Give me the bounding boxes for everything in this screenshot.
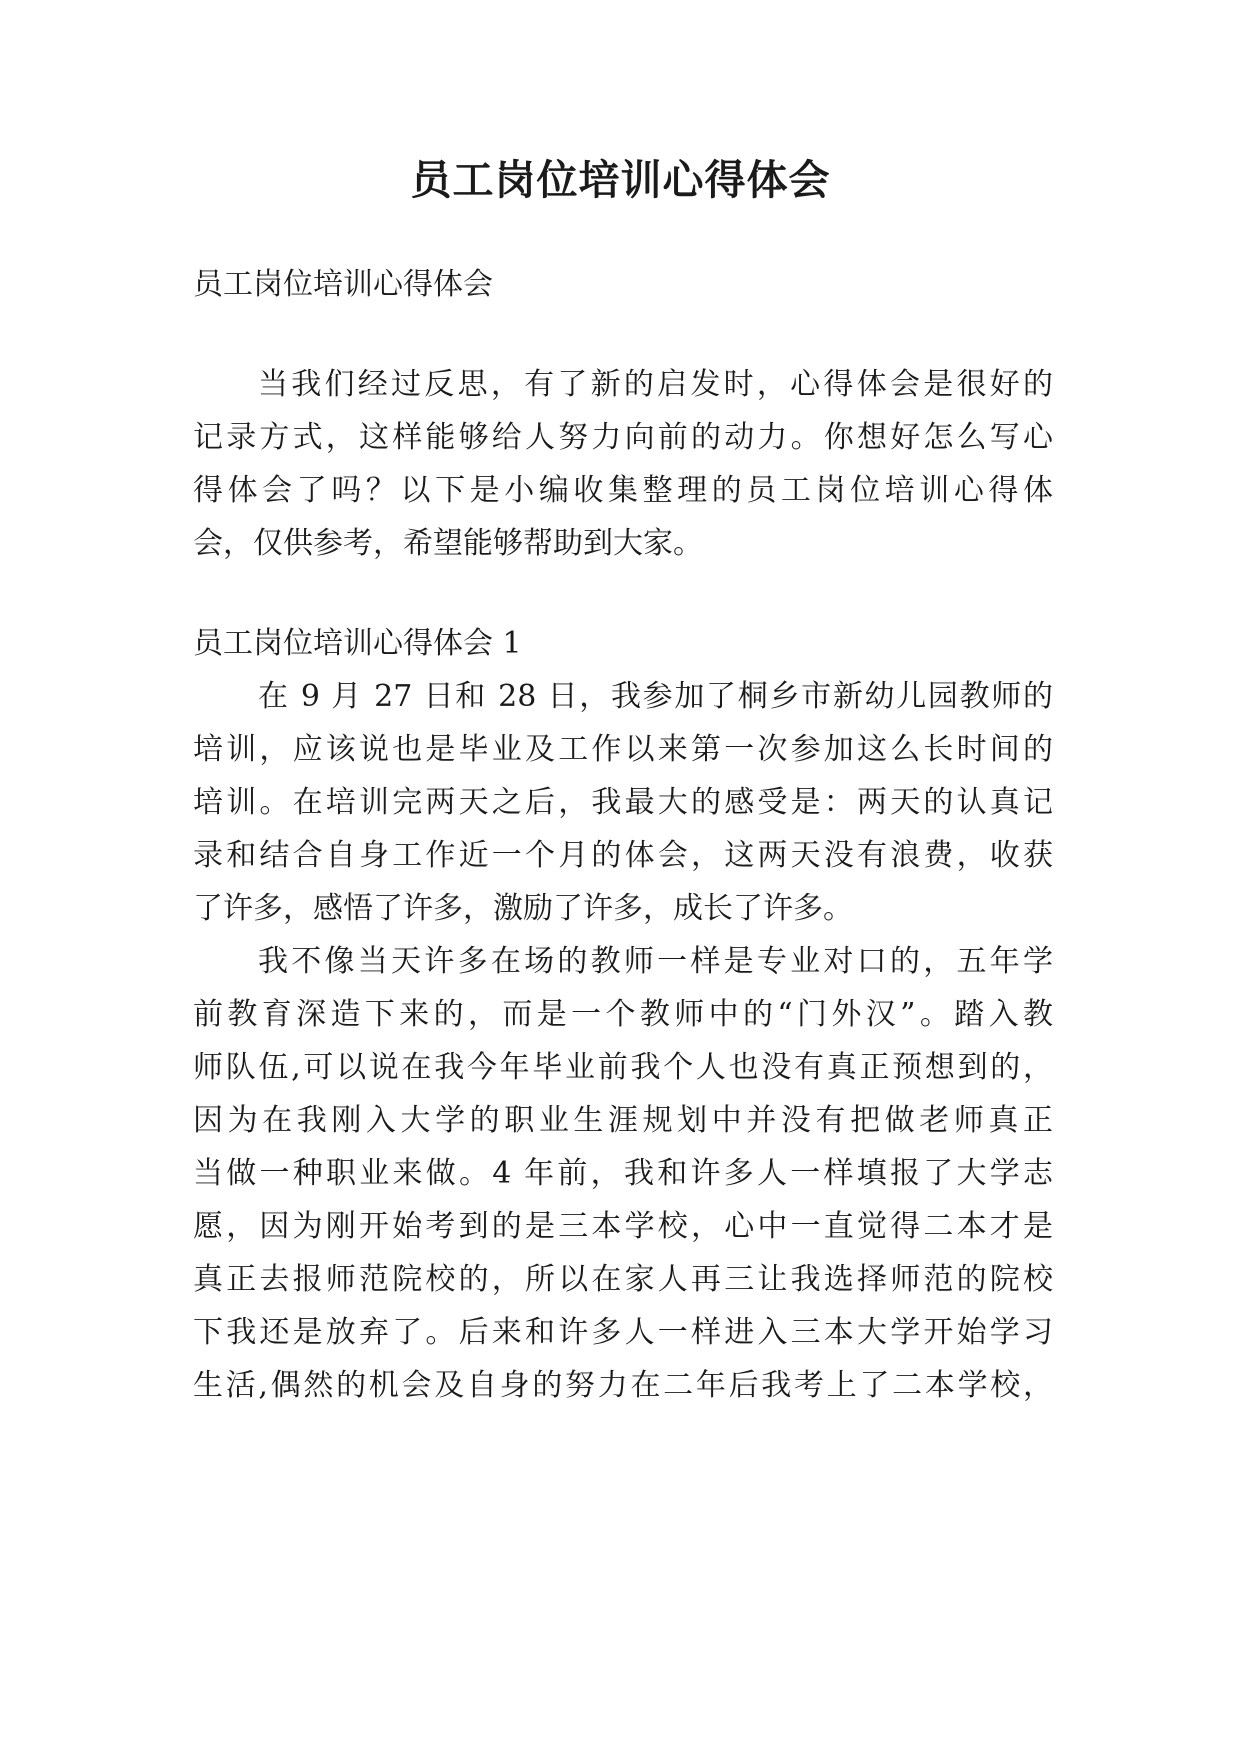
- paragraph-line: 师队伍,可以说在我今年毕业前我个人也没有真正预想到的，: [193, 1050, 1053, 1085]
- document-subtitle: 员工岗位培训心得体会: [193, 267, 493, 302]
- paragraph-line: 生活,偶然的机会及自身的努力在二年后我考上了二本学校，: [193, 1368, 1053, 1403]
- paragraph-line: 前教育深造下来的，而是一个教师中的“门外汉”。踏入教: [193, 997, 1053, 1032]
- intro-line: 记录方式，这样能够给人努力向前的动力。你想好怎么写心: [193, 420, 1053, 455]
- paragraph-line: 培训。在培训完两天之后，我最大的感受是：两天的认真记: [193, 785, 1053, 820]
- paragraph-line: 我不像当天许多在场的教师一样是专业对口的，五年学: [258, 944, 1053, 979]
- paragraph-line: 因为在我刚入大学的职业生涯规划中并没有把做老师真正: [193, 1103, 1053, 1138]
- intro-line: 得体会了吗？以下是小编收集整理的员工岗位培训心得体: [193, 473, 1053, 508]
- paragraph-line: 了许多，感悟了许多，激励了许多，成长了许多。: [193, 891, 853, 926]
- document-title: 员工岗位培训心得体会: [410, 156, 831, 204]
- paragraph-line: 当做一种职业来做。4 年前，我和许多人一样填报了大学志: [193, 1156, 1053, 1191]
- paragraph-line: 录和结合自身工作近一个月的体会，这两天没有浪费，收获: [193, 838, 1053, 873]
- paragraph-line: 下我还是放弃了。后来和许多人一样进入三本大学开始学习: [193, 1315, 1053, 1350]
- paragraph-line: 真正去报师范院校的，所以在家人再三让我选择师范的院校: [193, 1262, 1053, 1297]
- section-heading: 员工岗位培训心得体会 1: [193, 626, 522, 661]
- intro-line: 会，仅供参考，希望能够帮助到大家。: [193, 526, 703, 561]
- paragraph-line: 愿，因为刚开始考到的是三本学校，心中一直觉得二本才是: [193, 1209, 1053, 1244]
- intro-line: 当我们经过反思，有了新的启发时，心得体会是很好的: [258, 367, 1053, 402]
- paragraph-line: 在 9 月 27 日和 28 日，我参加了桐乡市新幼儿园教师的: [258, 679, 1053, 714]
- paragraph-line: 培训，应该说也是毕业及工作以来第一次参加这么长时间的: [193, 732, 1053, 767]
